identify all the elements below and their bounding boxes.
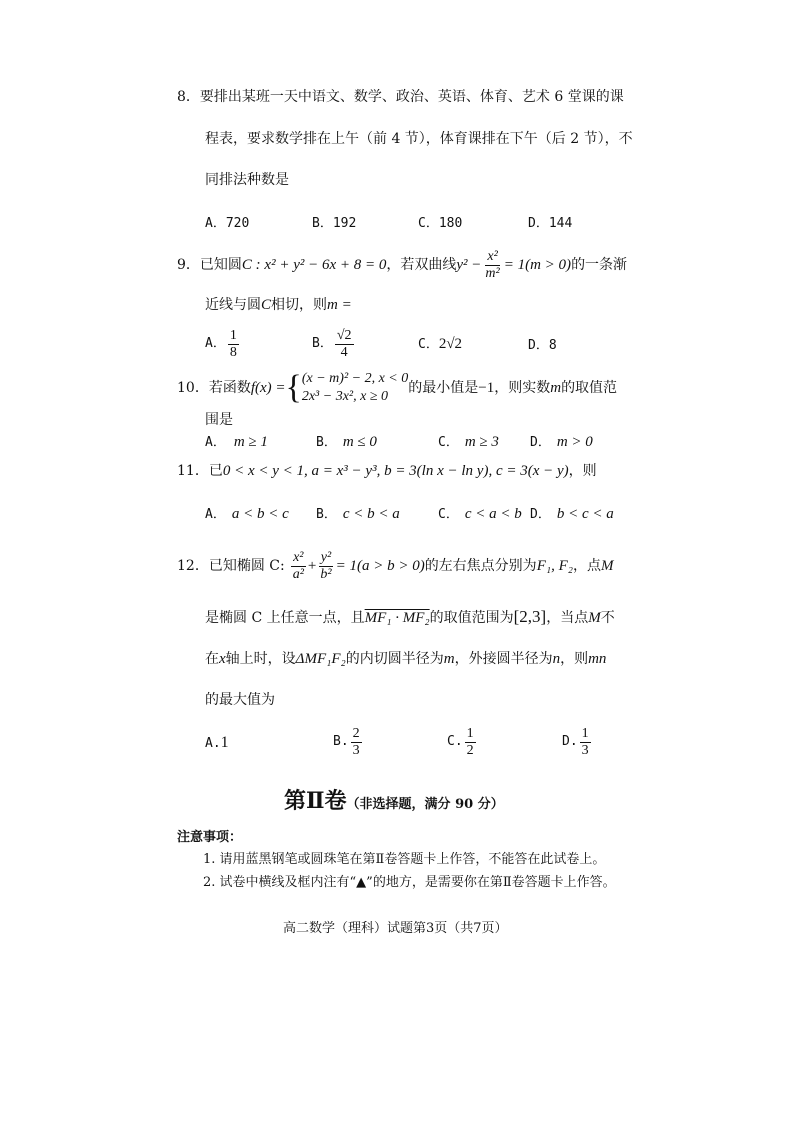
q8-line3: 同排法种数是	[205, 172, 289, 188]
q12-line3-mn: mn	[588, 651, 607, 667]
q10-option-a	[205, 432, 268, 453]
q12-frac-x	[291, 550, 306, 583]
q12-frac-y	[318, 550, 333, 583]
q12-prefix: 12．已知椭圆 C:	[177, 558, 285, 574]
section-title-main: 第Ⅱ卷	[284, 788, 347, 814]
q9-opt-c-val: 2√2	[438, 336, 463, 352]
q11-opt-d-label: D．	[530, 507, 551, 522]
q11-opt-c-label: C．	[438, 507, 459, 522]
q10-opt-c-val: m ≥ 3	[464, 434, 499, 450]
q9-opt-a-num: 1	[229, 327, 237, 343]
q10-func: f(x) =	[250, 380, 286, 396]
q11-cond: 0 < x < y < 1, a = x³ − y³, b = 3(ln x − ln y), c = 3(x − y)	[222, 463, 569, 479]
q10-option-b	[316, 432, 377, 453]
q12-eq-rest: = 1(a > b > 0)	[335, 558, 425, 574]
q12-line2-c: ，当点	[546, 610, 589, 626]
q8-line2: 程表，要求数学排在上午（前 4 节），体育课排在下午（后 2 节），不	[205, 131, 633, 147]
q12-line3-b: 轴上时，设	[225, 651, 296, 667]
q9-opt-c-label: C．	[418, 337, 439, 352]
q10-case2: 2x³ − 3x², x ≥ 0	[301, 389, 389, 404]
q9-hyperbola-rest: = 1(m > 0)	[503, 257, 572, 273]
q9-opt-b-label: B．	[312, 336, 333, 351]
q12-fx-num: x²	[293, 549, 304, 565]
q11-opt-a-label: A．	[205, 507, 226, 522]
q12-mid: 的左右焦点分别为	[424, 558, 537, 574]
q12-line2-d: 不	[600, 610, 615, 626]
q12-opt-c-den: 2	[466, 742, 474, 758]
q10-suffix-b: ，则实数	[494, 380, 551, 396]
q8-option-b: B．192	[312, 216, 357, 231]
q12-line1	[177, 546, 613, 586]
q8-option-d: D．144	[528, 216, 573, 231]
q12-option-b	[333, 722, 364, 762]
q8-line1: 8．要排出某班一天中语文、数学、政治、英语、体育、艺术 6 堂课的课	[177, 89, 624, 105]
q12-triangle: ΔMF₁F₂	[295, 651, 346, 667]
q9-prefix: 9．已知圆	[177, 257, 242, 273]
q10-suffix-a: 的最小值是	[408, 380, 479, 396]
notes-item-1: 1. 请用蓝黑钢笔或圆珠笔在第Ⅱ卷答题卡上作答，不能答在此试卷上。	[203, 852, 606, 867]
section-subtitle: （非选择题，满分 90 分）	[346, 797, 504, 812]
q11-opt-b-label: B．	[316, 507, 337, 522]
q11-option-c	[438, 504, 522, 525]
q12-line3	[205, 649, 606, 669]
q12-line2-b: 的取值范围为	[429, 610, 514, 626]
q12-opt-d-frac	[580, 726, 591, 759]
q12-line3-a: 在	[205, 651, 219, 667]
q11-suffix: ，则	[568, 463, 597, 479]
q12-line3-x: x	[219, 651, 226, 667]
q9-line2	[205, 295, 352, 315]
q9-line2-m: m =	[327, 297, 352, 313]
q12-opt-a-val: 1	[220, 734, 229, 751]
q12-range: [2,3]	[513, 607, 547, 626]
q10-opt-b-val: m ≤ 0	[342, 434, 377, 450]
q10-opt-d-label: D．	[530, 435, 551, 450]
q10-prefix: 10．若函数	[177, 380, 251, 396]
q9-opt-a-den: 8	[229, 344, 237, 360]
q12-line3-n: n	[552, 651, 561, 667]
q12-option-c	[447, 722, 478, 762]
q9-hyperbola-frac	[483, 249, 501, 282]
q9-line2-c: C	[261, 297, 272, 313]
q10-opt-a-label: A．	[205, 435, 226, 450]
q10-opt-d-val: m > 0	[556, 434, 593, 450]
q12-opt-b-frac	[351, 726, 362, 759]
q12-mid2: ，点	[572, 558, 601, 574]
q10-cases	[302, 370, 408, 406]
q12-opt-c-frac	[465, 726, 476, 759]
q9-frac-den: m²	[485, 265, 500, 281]
section-title	[284, 784, 504, 815]
q9-opt-a-label: A．	[205, 336, 226, 351]
q12-opt-b-num: 2	[352, 725, 360, 741]
page-footer: 高二数学（理科）试题第3页（共7页）	[283, 921, 508, 936]
q10-line1	[177, 368, 617, 408]
q11-option-b	[316, 504, 400, 525]
q11-opt-b-val: c < b < a	[342, 506, 400, 522]
q10-line2: 围是	[205, 412, 233, 428]
q9-option-b	[312, 326, 356, 362]
q12-opt-b-den: 3	[352, 742, 360, 758]
q12-fy-num: y²	[320, 549, 332, 565]
q12-line3-e: ，则	[560, 651, 589, 667]
q10-suffix-c: 的取值范	[561, 380, 618, 396]
q9-circle-eq: C : x² + y² − 6x + 8 = 0	[241, 257, 387, 273]
q11-opt-a-val: a < b < c	[231, 506, 289, 522]
q12-line3-m: m	[443, 651, 455, 667]
q12-opt-b-label: B.	[333, 734, 349, 749]
q12-point-m: M	[600, 558, 614, 574]
q12-option-a	[205, 733, 229, 754]
q10-option-c	[438, 432, 499, 453]
q12-plus: +	[307, 558, 317, 574]
q12-line2-m: M	[588, 610, 601, 626]
q12-line4: 的最大值为	[205, 692, 275, 708]
q10-opt-b-label: B．	[316, 435, 337, 450]
q9-line2-a: 近线与圆	[205, 297, 261, 313]
q9-opt-a-frac	[228, 328, 239, 361]
q9-opt-b-den: 4	[340, 344, 348, 360]
q12-fx-den: a²	[292, 566, 304, 582]
q8-option-c: C．180	[418, 216, 463, 231]
q9-line1	[177, 249, 627, 281]
q12-dot-product: MF₁ · MF₂	[364, 610, 430, 626]
q9-opt-b-frac	[335, 328, 354, 361]
q12-line3-c: 的内切圆半径为	[345, 651, 444, 667]
q12-line2	[205, 607, 615, 628]
q9-line2-b: 相切，则	[271, 297, 328, 313]
q12-foci: F₁, F₂	[536, 558, 573, 574]
q9-frac-num: x²	[487, 248, 498, 264]
q11-option-d	[530, 504, 614, 525]
q10-min-val: −1	[478, 380, 495, 396]
q12-line2-a: 是椭圆 C 上任意一点，且	[205, 610, 365, 626]
q9-mid: ，若双曲线	[386, 257, 457, 273]
q11-option-a	[205, 504, 289, 525]
notes-item-2: 2. 试卷中横线及框内注有“▲”的地方，是需要你在第Ⅱ卷答题卡上作答。	[203, 875, 616, 890]
q9-option-c	[418, 334, 462, 355]
q12-option-d	[562, 722, 593, 762]
q10-opt-a-val: m ≥ 1	[233, 434, 268, 450]
q12-opt-d-num: 1	[581, 725, 589, 741]
q10-option-d	[530, 432, 593, 453]
q8-option-a: A．720	[205, 216, 250, 231]
q12-opt-c-label: C.	[447, 734, 463, 749]
q12-opt-a-label: A.	[205, 736, 221, 751]
q11-prefix: 11．已	[177, 463, 223, 479]
q12-opt-c-num: 1	[466, 725, 474, 741]
q9-opt-b-num: √2	[336, 327, 352, 343]
q12-fy-den: b²	[320, 566, 332, 582]
q10-opt-c-label: C．	[438, 435, 459, 450]
q10-case1: (x − m)² − 2, x < 0	[301, 371, 409, 386]
q9-hyperbola-y: y² −	[456, 257, 482, 273]
notes-heading: 注意事项：	[177, 830, 243, 845]
q9-option-a	[205, 326, 241, 362]
q12-line3-d: ，外接圆半径为	[454, 651, 553, 667]
q11-opt-d-val: b < c < a	[556, 506, 614, 522]
q9-suffix: 的一条渐	[571, 257, 628, 273]
q10-var-m: m	[550, 380, 562, 396]
q12-opt-d-label: D.	[562, 734, 578, 749]
q9-option-d: D．8	[528, 338, 557, 353]
q10-brace: {	[285, 369, 302, 406]
q11-opt-c-val: c < a < b	[464, 506, 522, 522]
q12-opt-d-den: 3	[581, 742, 589, 758]
q11-line1	[177, 461, 597, 481]
